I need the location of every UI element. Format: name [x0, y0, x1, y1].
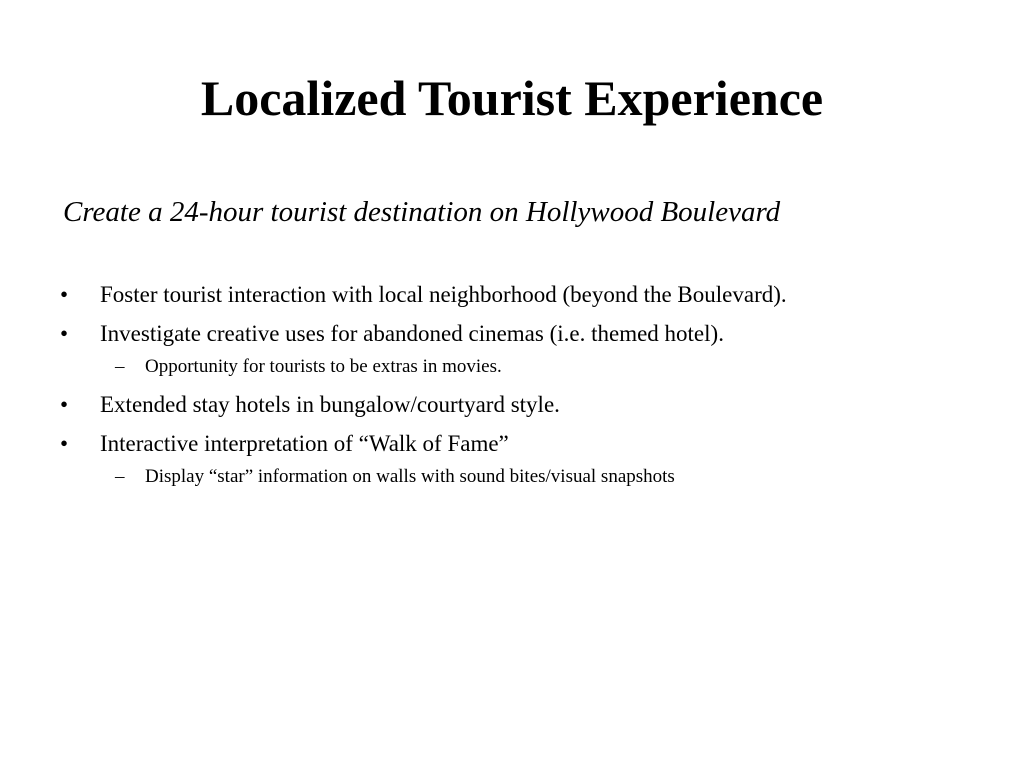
bullet-item — [0, 429, 1024, 459]
bullet-text: Interactive interpretation of “Walk of Fame” — [100, 431, 509, 456]
bullet-item — [0, 390, 1024, 420]
sub-bullet-item — [0, 465, 1024, 489]
bullet-text: Investigate creative uses for abandoned cinemas (i.e. themed hotel). — [100, 321, 724, 346]
bullet-marker: • — [60, 321, 69, 346]
bullet-text: Foster tourist interaction with local neighborhood (beyond the Boulevard). — [100, 282, 787, 307]
sub-bullet-text: Opportunity for tourists to be extras in movies. — [145, 356, 502, 377]
sub-bullet-marker: – — [115, 466, 125, 487]
slide-subtitle: Create a 24-hour tourist destination on Hollywood Boulevard — [63, 196, 781, 228]
bullet-item — [0, 280, 1024, 310]
sub-bullet-marker: – — [115, 356, 125, 377]
bullet-text: Extended stay hotels in bungalow/courtyard style. — [100, 392, 560, 417]
bullet-item — [0, 319, 1024, 349]
slide-title: Localized Tourist Experience — [200, 70, 824, 126]
sub-bullet-text: Display “star” information on walls with sound bites/visual snapshots — [145, 466, 675, 487]
bullet-list — [0, 280, 1024, 500]
sub-bullet-item — [0, 355, 1024, 379]
bullet-marker: • — [60, 431, 69, 456]
bullet-marker: • — [60, 282, 69, 307]
bullet-marker: • — [60, 392, 69, 417]
